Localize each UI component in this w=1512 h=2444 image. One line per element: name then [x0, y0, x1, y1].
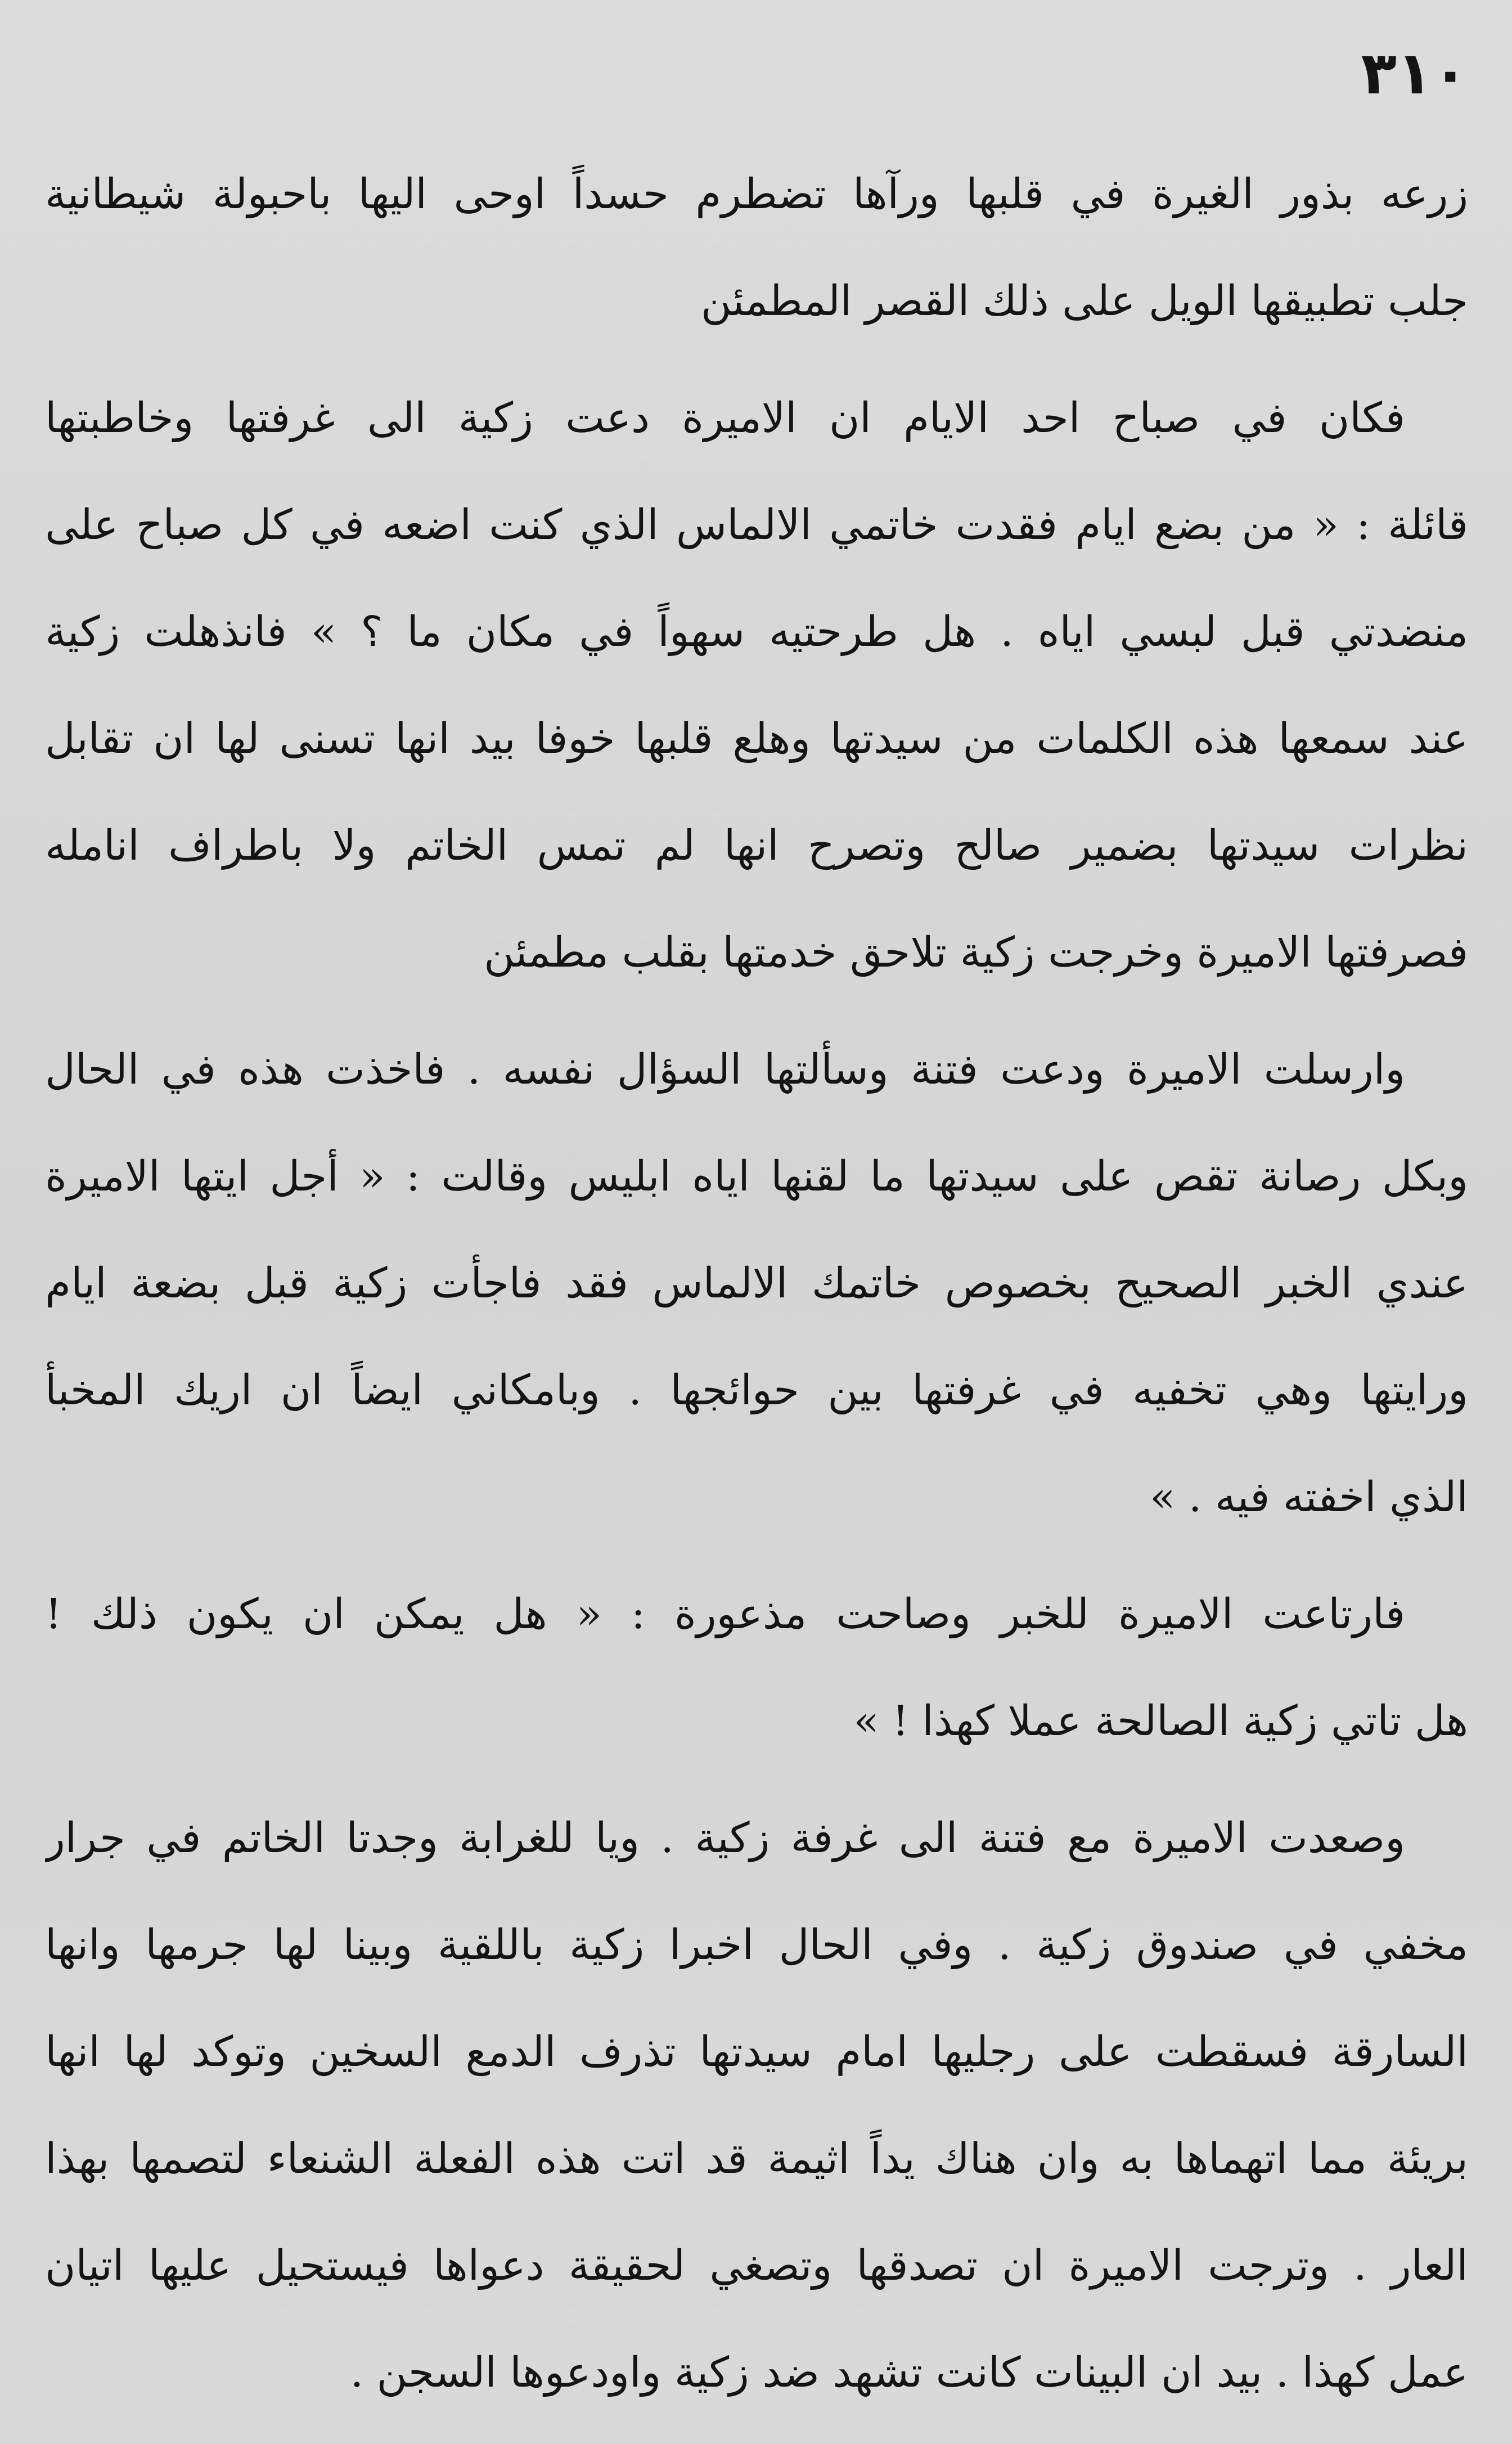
word: اوحى: [453, 170, 546, 218]
text-line: [45, 2212, 1468, 2319]
word: قبل: [244, 1259, 309, 1308]
page-number: ٣١٠: [1361, 39, 1468, 107]
word: من: [1241, 501, 1296, 549]
word: الذي: [579, 501, 659, 549]
word: هذه: [1192, 715, 1259, 763]
word: الدمع: [465, 2028, 556, 2076]
word: ايام: [1075, 501, 1137, 549]
text-line: [45, 365, 1468, 471]
word: باحبولة: [212, 170, 332, 218]
word: .: [1353, 2241, 1367, 2290]
word: زكية: [695, 1814, 770, 1862]
word: تذرف: [579, 2028, 676, 2076]
word: ان: [280, 1366, 323, 1414]
word: بين: [827, 1366, 884, 1414]
word: ابليس: [568, 1152, 671, 1201]
word: بضع: [1154, 501, 1225, 549]
word: وصاحت: [836, 1590, 971, 1638]
word: الاميرة: [1132, 1814, 1248, 1862]
word: رجليها: [931, 2028, 1036, 2076]
word: في: [1232, 394, 1287, 442]
word: :: [631, 1590, 645, 1638]
text-line: الذي اخفته فيه . »: [1150, 1473, 1468, 1521]
word: قائلة: [1388, 501, 1468, 549]
word: !: [45, 1590, 62, 1638]
word: تصدقها: [856, 2241, 978, 2290]
word: في: [1049, 1366, 1104, 1414]
word: اياه: [692, 1152, 750, 1201]
word: على: [1060, 1152, 1133, 1201]
word: ورآها: [852, 170, 939, 218]
word: ان: [829, 394, 871, 442]
text-line: [45, 1785, 1468, 1892]
word: تقص: [1154, 1152, 1238, 1201]
word: دعت: [565, 394, 650, 442]
word: مذعورة: [674, 1590, 807, 1638]
word: شيطانية: [45, 170, 186, 218]
word: وترجت: [1208, 2241, 1329, 2290]
word: مخفي: [1363, 1921, 1468, 1969]
word: به: [1119, 2135, 1154, 2183]
word: وارسلت: [1263, 1045, 1405, 1094]
word: وصعدت: [1268, 1814, 1405, 1862]
word: ورايتها: [1360, 1366, 1468, 1414]
text-line: [45, 1998, 1468, 2105]
word: :: [1356, 501, 1371, 549]
word: هذه: [535, 2135, 601, 2183]
word: ما: [870, 1152, 905, 1201]
word: سهواً: [658, 608, 745, 656]
word: فيستحيل: [255, 2241, 409, 2290]
word: تسنى: [279, 715, 375, 763]
word: .: [660, 1814, 674, 1862]
word: في: [161, 1045, 216, 1094]
word: اتهماها: [1173, 2135, 1288, 2183]
word: سيدتها: [699, 2028, 812, 2076]
word: الاميرة: [682, 394, 797, 442]
word: اتت: [621, 2135, 686, 2183]
word: فاجأت: [431, 1259, 542, 1308]
word: قد: [705, 2135, 748, 2183]
word: وبينا: [343, 1921, 413, 1969]
word: الاميرة: [45, 1152, 160, 1201]
word: فقدت: [955, 501, 1058, 549]
word: ؟: [361, 608, 383, 656]
word: رصانة: [1258, 1152, 1361, 1201]
word: زكية: [332, 1259, 408, 1308]
word: ان: [153, 715, 196, 763]
word: قلبها: [634, 715, 713, 763]
word: خوفا: [535, 715, 615, 763]
text-line: [45, 1337, 1468, 1444]
word: احد: [1021, 394, 1081, 442]
word: الصحيح: [1115, 1259, 1242, 1308]
word: تقابل: [45, 715, 134, 763]
word: تمس: [537, 821, 626, 870]
word: الاميرة: [1118, 1590, 1234, 1638]
word: امام: [835, 2028, 908, 2076]
word: السخين: [309, 2028, 442, 2076]
word: عليها: [148, 2241, 232, 2290]
word: حسداً: [572, 170, 669, 218]
word: اثيمة: [767, 2135, 850, 2183]
word: ايام: [45, 1259, 107, 1308]
word: دعواها: [433, 2241, 544, 2290]
word: هذه: [238, 1045, 304, 1094]
word: زرعه: [1380, 170, 1468, 218]
word: غرفتها: [226, 394, 335, 442]
word: بضعة: [130, 1259, 221, 1308]
word: صباح: [1112, 394, 1200, 442]
word: نفسه: [502, 1045, 595, 1094]
word: وقالت: [441, 1152, 548, 1201]
text-line: [45, 471, 1468, 578]
word: وانها: [45, 1921, 120, 1969]
text-line: [45, 1892, 1468, 1998]
word: وهلع: [732, 715, 811, 763]
word: وان: [1037, 2135, 1100, 2183]
word: الخاتم: [404, 821, 508, 870]
word: اخبرا: [669, 1921, 754, 1969]
word: وهي: [1255, 1366, 1332, 1414]
word: سيدتها: [926, 1152, 1039, 1201]
text-line: هل تاتي زكية الصالحة عملا كهذا ! »: [853, 1697, 1468, 1745]
word: على: [1058, 2028, 1132, 2076]
word: اياه: [1037, 608, 1096, 656]
word: منضدتي: [1329, 608, 1468, 656]
text-line: فصرفتها الاميرة وخرجت زكية تلاحق خدمتها بقلب مطمئن: [484, 928, 1468, 977]
word: ما: [407, 608, 442, 656]
word: في: [579, 608, 634, 656]
word: فانذهلت: [144, 608, 287, 656]
word: فاخذت: [326, 1045, 446, 1094]
word: قلبها: [966, 170, 1044, 218]
word: سيدتها: [830, 715, 943, 763]
word: حوائجها: [670, 1366, 799, 1414]
text-line: [45, 792, 1468, 899]
word: وسألتها: [763, 1045, 889, 1094]
word: الكلمات: [1036, 715, 1173, 763]
word: كنت: [489, 501, 562, 549]
word: أجل: [269, 1152, 339, 1201]
word: الالماس: [676, 501, 812, 549]
word: الحال: [778, 1921, 873, 1969]
word: ولا: [332, 821, 376, 870]
text-line: [45, 1230, 1468, 1337]
word: ذلك: [91, 1590, 158, 1638]
word: المخبأ: [45, 1366, 146, 1414]
word: اريك: [174, 1366, 253, 1414]
word: بخصوص: [944, 1259, 1091, 1308]
word: خاتمي: [829, 501, 938, 549]
word: ان: [1002, 2241, 1045, 2290]
word: انها: [723, 821, 779, 870]
word: غرفة: [790, 1814, 878, 1862]
word: يكون: [186, 1590, 273, 1638]
word: العار: [1390, 2241, 1468, 2290]
word: السارقة: [1331, 2028, 1468, 2076]
word: زكية: [45, 608, 120, 656]
word: زكية: [1036, 1921, 1112, 1969]
word: طرحتيه: [769, 608, 899, 656]
word: قبل: [1240, 608, 1305, 656]
word: جرمها: [145, 1921, 249, 1969]
word: الى: [898, 1814, 958, 1862]
word: وتصرح: [808, 821, 926, 870]
word: وخاطبتها: [45, 394, 194, 442]
word: بذور: [1280, 170, 1354, 218]
word: لها: [215, 715, 260, 763]
word: انها: [45, 2028, 100, 2076]
word: لها: [273, 1921, 318, 1969]
text-line: [45, 2105, 1468, 2212]
body-text: [45, 141, 1468, 2426]
word: نظرات: [1348, 821, 1468, 870]
word: فسقطت: [1155, 2028, 1309, 2076]
word: كل: [241, 501, 292, 549]
word: باللقية: [437, 1921, 544, 1969]
word: في: [1070, 170, 1126, 218]
word: بيد: [469, 715, 516, 763]
word: ودعت: [1000, 1045, 1105, 1094]
word: ان: [302, 1590, 345, 1638]
word: فكان: [1318, 394, 1405, 442]
word: »: [310, 608, 337, 656]
word: لبسي: [1119, 608, 1217, 656]
text-line: [45, 1123, 1468, 1230]
word: مما: [1307, 2135, 1367, 2183]
word: الشنعاء: [267, 2135, 394, 2183]
word: مع: [1067, 1814, 1112, 1862]
text-line: [45, 1016, 1468, 1123]
word: وجدتا: [346, 1814, 438, 1862]
word: للغرابة: [459, 1814, 574, 1862]
word: بريئة: [1387, 2135, 1468, 2183]
word: بضمير: [1070, 821, 1178, 870]
word: ايضاً: [351, 1366, 424, 1414]
word: وتصغي: [709, 2241, 832, 2290]
word: الخبر: [1266, 1259, 1353, 1308]
word: الاميرة: [1127, 1045, 1242, 1094]
word: صباح: [136, 501, 224, 549]
word: الايام: [903, 394, 989, 442]
word: «: [576, 1590, 602, 1638]
word: هل: [922, 608, 976, 656]
word: سمعها: [1278, 715, 1389, 763]
word: الحال: [45, 1045, 140, 1094]
word: الخاتم: [222, 1814, 326, 1862]
word: لتصمها: [129, 2135, 247, 2183]
word: الالماس: [652, 1259, 788, 1308]
word: ايتها: [181, 1152, 249, 1201]
word: صالح: [954, 821, 1042, 870]
word: .: [1000, 608, 1014, 656]
word: في: [1283, 1921, 1338, 1969]
word: من: [962, 715, 1017, 763]
word: هل: [493, 1590, 547, 1638]
text-line: [45, 1561, 1468, 1668]
word: «: [1313, 501, 1339, 549]
word: يداً: [870, 2135, 915, 2183]
word: عندي: [1376, 1259, 1468, 1308]
word: .: [628, 1366, 642, 1414]
word: اتيان: [45, 2241, 124, 2290]
word: خاتمك: [812, 1259, 921, 1308]
word: مكان: [466, 608, 555, 656]
word: تخفيه: [1132, 1366, 1227, 1414]
word: اليها: [358, 170, 427, 218]
word: فتنة: [911, 1045, 978, 1094]
word: السؤال: [616, 1045, 742, 1094]
word: على: [45, 501, 119, 549]
word: للخبر: [1000, 1590, 1089, 1638]
word: في: [146, 1814, 201, 1862]
word: .: [997, 1921, 1011, 1969]
word: يمكن: [374, 1590, 465, 1638]
word: انها: [395, 715, 450, 763]
word: باطراف: [168, 821, 304, 870]
word: لحقيقة: [568, 2241, 686, 2290]
word: هناك: [935, 2135, 1017, 2183]
word: صندوق: [1136, 1921, 1259, 1969]
word: انامله: [45, 821, 140, 870]
word: لم: [654, 821, 695, 870]
word: زكية: [569, 1921, 645, 1969]
word: بهذا: [45, 2135, 110, 2183]
text-line: [45, 578, 1468, 685]
text-line: [45, 685, 1468, 792]
word: غرفتها: [912, 1366, 1022, 1414]
word: فتنة: [978, 1814, 1046, 1862]
word: لقنها: [771, 1152, 849, 1201]
word: زكية: [458, 394, 533, 442]
word: .: [467, 1045, 481, 1094]
word: الاميرة: [1068, 2241, 1184, 2290]
word: اضعه: [382, 501, 472, 549]
word: سيدتها: [1207, 821, 1320, 870]
word: تضطرم: [695, 170, 826, 218]
word: ويا: [595, 1814, 640, 1862]
word: في: [309, 501, 365, 549]
word: وبامكاني: [451, 1366, 600, 1414]
text-line: جلب تطبيقها الويل على ذلك القصر المطمئن: [701, 277, 1468, 325]
word: «: [359, 1152, 385, 1201]
word: وفي: [898, 1921, 973, 1969]
text-line: عمل كهذا . بيد ان البينات كانت تشهد ضد زكية واودعوها السجن .: [350, 2348, 1468, 2397]
word: لها: [123, 2028, 168, 2076]
word: الغيرة: [1152, 170, 1254, 218]
word: عند: [1408, 715, 1468, 763]
word: :: [406, 1152, 420, 1201]
text-line: [45, 141, 1468, 248]
word: فارتاعت: [1262, 1590, 1405, 1638]
word: الى: [367, 394, 426, 442]
word: وبكل: [1382, 1152, 1468, 1201]
word: جرار: [45, 1814, 125, 1862]
word: الفعلة: [413, 2135, 515, 2183]
word: فقد: [565, 1259, 628, 1308]
word: وتوكد: [191, 2028, 286, 2076]
